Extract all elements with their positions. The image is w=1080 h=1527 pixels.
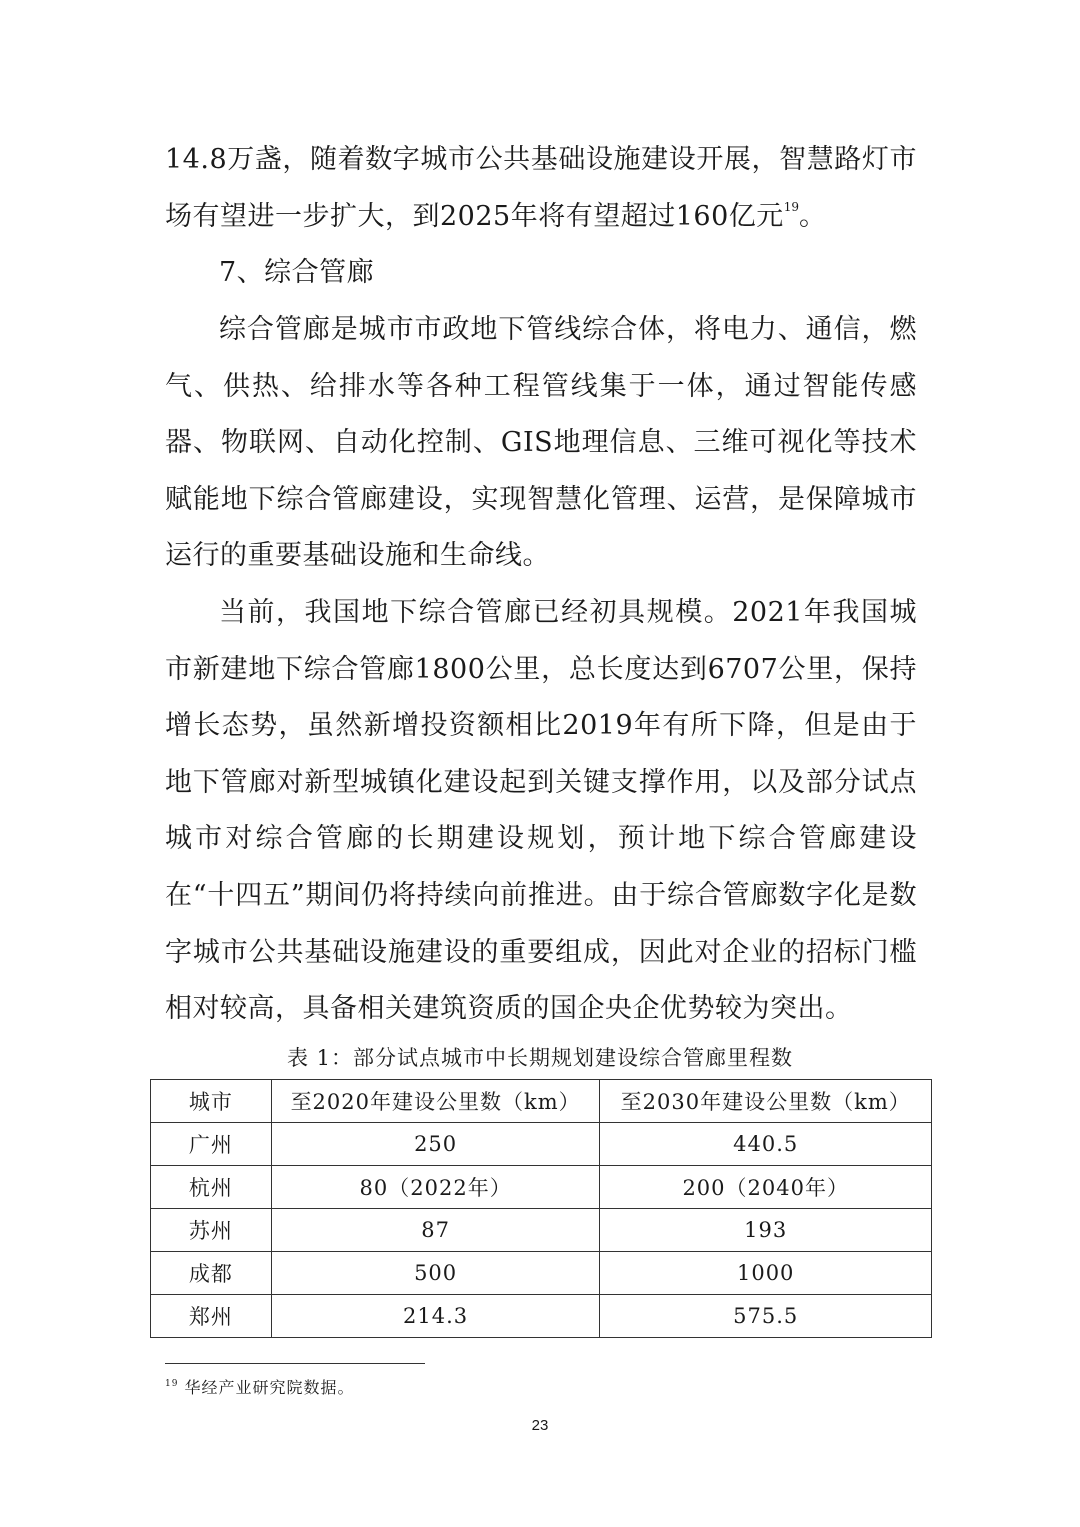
page-number: 23 xyxy=(531,1417,549,1434)
cell-city: 杭州 xyxy=(151,1166,272,1209)
cell-city: 成都 xyxy=(151,1252,272,1295)
cell-2030: 575.5 xyxy=(600,1295,932,1338)
cell-2030: 200（2040年） xyxy=(600,1166,932,1209)
table-caption: 表 1：部分试点城市中长期规划建设综合管廊里程数 xyxy=(286,1046,794,1070)
header-2020: 至2020年建设公里数（km） xyxy=(271,1080,600,1123)
cell-2030: 1000 xyxy=(600,1252,932,1295)
paragraph-pipe-gallery-status: 当前，我国地下综合管廊已经初具规模。2021年我国城市新建地下综合管廊1800公里，总长度达到6707公里，保持增长态势，虽然新增投资额相比2019年有所下降，但是由于地下管廊对新型城镇化建设起到关键支撑作用，以及部分试点城市对综合管廊的长期建设规划，预计地下综合管廊建设在“十四五”期间仍将持续向前推进。由于综合管廊数字化是数字城市公共基础设施建设的重要组成，因此对企业的招标门槛相对较高，具备相关建筑资质的国企央企优势较为突出。 xyxy=(165,597,917,1025)
pipe-gallery-table xyxy=(150,1079,932,1338)
table-row xyxy=(151,1252,932,1295)
header-2030: 至2030年建设公里数（km） xyxy=(600,1080,932,1123)
paragraph-continued-text: 14.8万盏，随着数字城市公共基础设施建设开展，智慧路灯市场有望进一步扩大，到2025年将有望超过160亿元 xyxy=(165,144,917,232)
paragraph-continued xyxy=(165,132,917,245)
footnote-ref[interactable]: 19 xyxy=(783,199,800,214)
cell-2020: 500 xyxy=(271,1252,600,1295)
table-row xyxy=(151,1166,932,1209)
table-header-row xyxy=(151,1080,932,1123)
footnote-divider xyxy=(165,1363,425,1364)
table-row xyxy=(151,1123,932,1166)
cell-city: 广州 xyxy=(151,1123,272,1166)
header-city: 城市 xyxy=(151,1080,272,1123)
cell-2020: 80（2022年） xyxy=(271,1166,600,1209)
table-row xyxy=(151,1295,932,1338)
footnote-number: 19 xyxy=(165,1379,179,1389)
cell-2020: 214.3 xyxy=(271,1295,600,1338)
cell-2020: 250 xyxy=(271,1123,600,1166)
section-heading: 7、综合管廊 xyxy=(219,257,375,288)
footnote xyxy=(165,1375,354,1398)
footnote-text: 华经产业研究院数据。 xyxy=(184,1378,355,1397)
cell-2030: 440.5 xyxy=(600,1123,932,1166)
table-row xyxy=(151,1209,932,1252)
paragraph-continued-tail: 。 xyxy=(799,200,827,232)
cell-city: 苏州 xyxy=(151,1209,272,1252)
cell-2030: 193 xyxy=(600,1209,932,1252)
cell-2020: 87 xyxy=(271,1209,600,1252)
cell-city: 郑州 xyxy=(151,1295,272,1338)
paragraph-pipe-gallery-intro: 综合管廊是城市市政地下管线综合体，将电力、通信，燃气、供热、给排水等各种工程管线集于一体，通过智能传感器、物联网、自动化控制、GIS地理信息、三维可视化等技术赋能地下综合管廊建设，实现智慧化管理、运营，是保障城市运行的重要基础设施和生命线。 xyxy=(165,314,917,572)
